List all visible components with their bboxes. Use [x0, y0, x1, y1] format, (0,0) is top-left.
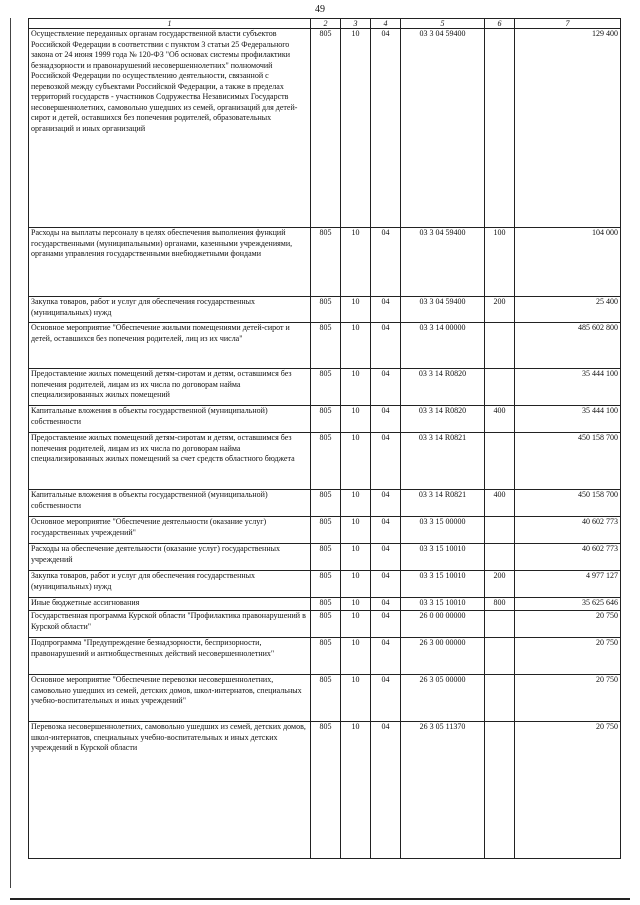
- row-amount-cell: 35 444 100: [515, 369, 621, 406]
- row-col-4-cell: 04: [371, 517, 401, 544]
- bottom-edge-rule: [10, 898, 630, 900]
- row-name-cell: Основное мероприятие "Обеспечение перевозки несовершеннолетних, самовольно ушедших из семей, детских домов, школ-интернатов, специальных учебно-воспитательных и иных учреждений": [29, 675, 311, 722]
- row-col-5-cell: 26 3 00 00000: [401, 638, 485, 675]
- row-col-4-cell: 04: [371, 675, 401, 722]
- table-row: [29, 369, 621, 406]
- header-col-3: 3: [341, 19, 371, 29]
- row-name-cell: Подпрограмма "Предупреждение безнадзорности, беспризорности, правонарушений и антиобщественных действий несовершеннолетних": [29, 638, 311, 675]
- row-name-cell: Государственная программа Курской области "Профилактика правонарушений в Курской области": [29, 611, 311, 638]
- row-col-6-cell: [485, 369, 515, 406]
- row-amount-cell: 129 400: [515, 29, 621, 228]
- row-col-2-cell: 805: [311, 369, 341, 406]
- row-name-cell: Расходы на обеспечение деятельности (оказание услуг) государственных учреждений: [29, 544, 311, 571]
- row-amount-cell: 25 400: [515, 297, 621, 323]
- row-name-cell: Капитальные вложения в объекты государственной (муниципальной) собственности: [29, 406, 311, 433]
- row-col-2-cell: 805: [311, 638, 341, 675]
- row-col-6-cell: 200: [485, 571, 515, 598]
- row-col-3-cell: 10: [341, 490, 371, 517]
- table-row: [29, 598, 621, 611]
- row-col-3-cell: 10: [341, 517, 371, 544]
- row-col-5-cell: 03 3 14 R0821: [401, 490, 485, 517]
- header-row: [29, 19, 621, 29]
- table-row: [29, 228, 621, 297]
- row-col-3-cell: 10: [341, 611, 371, 638]
- row-col-6-cell: [485, 433, 515, 490]
- row-col-6-cell: 100: [485, 228, 515, 297]
- row-col-3-cell: 10: [341, 228, 371, 297]
- table-body: [29, 29, 621, 859]
- table-header: [29, 19, 621, 29]
- row-name-cell: Иные бюджетные ассигнования: [29, 598, 311, 611]
- row-col-2-cell: 805: [311, 722, 341, 859]
- row-name-cell: Закупка товаров, работ и услуг для обеспечения государственных (муниципальных) нужд: [29, 297, 311, 323]
- row-col-6-cell: [485, 544, 515, 571]
- row-col-2-cell: 805: [311, 228, 341, 297]
- row-col-6-cell: [485, 517, 515, 544]
- row-col-3-cell: 10: [341, 369, 371, 406]
- row-col-3-cell: 10: [341, 29, 371, 228]
- budget-table: [28, 18, 621, 859]
- row-col-2-cell: 805: [311, 598, 341, 611]
- row-col-2-cell: 805: [311, 406, 341, 433]
- row-amount-cell: 35 444 100: [515, 406, 621, 433]
- row-col-4-cell: 04: [371, 433, 401, 490]
- table-row: [29, 517, 621, 544]
- row-col-6-cell: [485, 675, 515, 722]
- header-col-2: 2: [311, 19, 341, 29]
- header-col-7: 7: [515, 19, 621, 29]
- row-col-6-cell: 400: [485, 490, 515, 517]
- table-row: [29, 490, 621, 517]
- row-col-3-cell: 10: [341, 433, 371, 490]
- row-amount-cell: 4 977 127: [515, 571, 621, 598]
- table-row: [29, 675, 621, 722]
- row-col-5-cell: 03 3 15 00000: [401, 517, 485, 544]
- row-col-6-cell: 400: [485, 406, 515, 433]
- row-amount-cell: 20 750: [515, 638, 621, 675]
- row-col-5-cell: 03 3 04 59400: [401, 297, 485, 323]
- row-col-2-cell: 805: [311, 323, 341, 369]
- row-col-4-cell: 04: [371, 228, 401, 297]
- row-col-2-cell: 805: [311, 490, 341, 517]
- row-amount-cell: 20 750: [515, 675, 621, 722]
- row-name-cell: Осуществление переданных органам государственной власти субъектов Российской Федерации в соответствии с пунктом 3 статьи 25 Федерального закона от 24 июня 1999 года № 120-ФЗ "Об основах системы профилактики безнадзорности и правонарушений несовершеннолетних" полномочий Российской Федерации по осуществлению деятельности, связанной с перевозкой между субъектами Российской Федерации, а также в пределах территорий государств - участников Содружества Независимых Государств несовершеннолетних, самовольно ушедших из семей, организаций для детей-сирот и детей, оставшихся без попечения родителей, образовательных организаций и иных организаций: [29, 29, 311, 228]
- row-name-cell: Предоставление жилых помещений детям-сиротам и детям, оставшимся без попечения родителей, лицам из их числа по договорам найма специализированных жилых помещений за счет средств областного бюджета: [29, 433, 311, 490]
- row-col-4-cell: 04: [371, 544, 401, 571]
- row-col-4-cell: 04: [371, 598, 401, 611]
- row-col-2-cell: 805: [311, 544, 341, 571]
- row-col-5-cell: 03 3 14 R0820: [401, 369, 485, 406]
- row-col-2-cell: 805: [311, 571, 341, 598]
- row-col-2-cell: 805: [311, 611, 341, 638]
- row-col-3-cell: 10: [341, 675, 371, 722]
- row-col-4-cell: 04: [371, 369, 401, 406]
- row-col-5-cell: 26 0 00 00000: [401, 611, 485, 638]
- row-col-2-cell: 805: [311, 29, 341, 228]
- table-row: [29, 638, 621, 675]
- row-col-4-cell: 04: [371, 611, 401, 638]
- row-col-5-cell: 03 3 04 59400: [401, 29, 485, 228]
- row-col-4-cell: 04: [371, 571, 401, 598]
- row-col-5-cell: 03 3 14 R0820: [401, 406, 485, 433]
- row-col-2-cell: 805: [311, 675, 341, 722]
- row-col-3-cell: 10: [341, 323, 371, 369]
- header-col-4: 4: [371, 19, 401, 29]
- row-amount-cell: 35 625 646: [515, 598, 621, 611]
- row-col-6-cell: [485, 323, 515, 369]
- row-name-cell: Расходы на выплаты персоналу в целях обеспечения выполнения функций государственными (муниципальными) органами, казенными учреждениями, органами управления государственными внебюджетными фондами: [29, 228, 311, 297]
- page-number: 49: [315, 4, 325, 15]
- table-row: [29, 611, 621, 638]
- row-col-3-cell: 10: [341, 722, 371, 859]
- row-col-3-cell: 10: [341, 297, 371, 323]
- header-col-5: 5: [401, 19, 485, 29]
- table-row: [29, 406, 621, 433]
- row-col-6-cell: [485, 611, 515, 638]
- row-name-cell: Основное мероприятие "Обеспечение деятельности (оказание услуг) государственных учреждений": [29, 517, 311, 544]
- row-col-3-cell: 10: [341, 406, 371, 433]
- row-amount-cell: 450 158 700: [515, 433, 621, 490]
- row-amount-cell: 40 602 773: [515, 544, 621, 571]
- row-col-5-cell: 26 3 05 00000: [401, 675, 485, 722]
- row-col-6-cell: [485, 29, 515, 228]
- row-col-5-cell: 03 3 04 59400: [401, 228, 485, 297]
- table-row: [29, 29, 621, 228]
- row-name-cell: Предоставление жилых помещений детям-сиротам и детям, оставшимся без попечения родителей, лицам из их числа по договорам найма специализированных жилых помещений: [29, 369, 311, 406]
- table-row: [29, 323, 621, 369]
- row-amount-cell: 485 602 800: [515, 323, 621, 369]
- row-col-2-cell: 805: [311, 433, 341, 490]
- row-col-6-cell: 200: [485, 297, 515, 323]
- row-col-5-cell: 03 3 15 10010: [401, 544, 485, 571]
- row-col-3-cell: 10: [341, 598, 371, 611]
- row-name-cell: Перевозка несовершеннолетних, самовольно ушедших из семей, детских домов, школ-интернатов, специальных учебно-воспитательных и иных детских учреждений в Курской области: [29, 722, 311, 859]
- row-col-3-cell: 10: [341, 638, 371, 675]
- row-col-5-cell: 26 3 05 11370: [401, 722, 485, 859]
- row-col-5-cell: 03 3 14 00000: [401, 323, 485, 369]
- row-col-5-cell: 03 3 15 10010: [401, 598, 485, 611]
- row-col-3-cell: 10: [341, 544, 371, 571]
- left-margin-rule: [10, 18, 11, 888]
- row-amount-cell: 450 158 700: [515, 490, 621, 517]
- row-col-5-cell: 03 3 15 10010: [401, 571, 485, 598]
- header-col-1: 1: [29, 19, 311, 29]
- row-name-cell: Капитальные вложения в объекты государственной (муниципальной) собственности: [29, 490, 311, 517]
- table-row: [29, 722, 621, 859]
- row-col-2-cell: 805: [311, 517, 341, 544]
- table-row: [29, 433, 621, 490]
- row-amount-cell: 20 750: [515, 611, 621, 638]
- row-col-4-cell: 04: [371, 722, 401, 859]
- row-col-4-cell: 04: [371, 638, 401, 675]
- row-col-3-cell: 10: [341, 571, 371, 598]
- row-col-6-cell: [485, 638, 515, 675]
- header-col-6: 6: [485, 19, 515, 29]
- row-amount-cell: 104 000: [515, 228, 621, 297]
- row-col-4-cell: 04: [371, 29, 401, 228]
- row-col-6-cell: 800: [485, 598, 515, 611]
- row-col-4-cell: 04: [371, 406, 401, 433]
- row-col-5-cell: 03 3 14 R0821: [401, 433, 485, 490]
- row-name-cell: Закупка товаров, работ и услуг для обеспечения государственных (муниципальных) нужд: [29, 571, 311, 598]
- table-row: [29, 544, 621, 571]
- table-row: [29, 297, 621, 323]
- row-name-cell: Основное мероприятие "Обеспечение жилыми помещениями детей-сирот и детей, оставшихся без попечения родителей, лиц из их числа": [29, 323, 311, 369]
- row-col-2-cell: 805: [311, 297, 341, 323]
- row-col-4-cell: 04: [371, 323, 401, 369]
- table-row: [29, 571, 621, 598]
- row-col-4-cell: 04: [371, 297, 401, 323]
- row-amount-cell: 40 602 773: [515, 517, 621, 544]
- row-col-6-cell: [485, 722, 515, 859]
- row-col-4-cell: 04: [371, 490, 401, 517]
- row-amount-cell: 20 750: [515, 722, 621, 859]
